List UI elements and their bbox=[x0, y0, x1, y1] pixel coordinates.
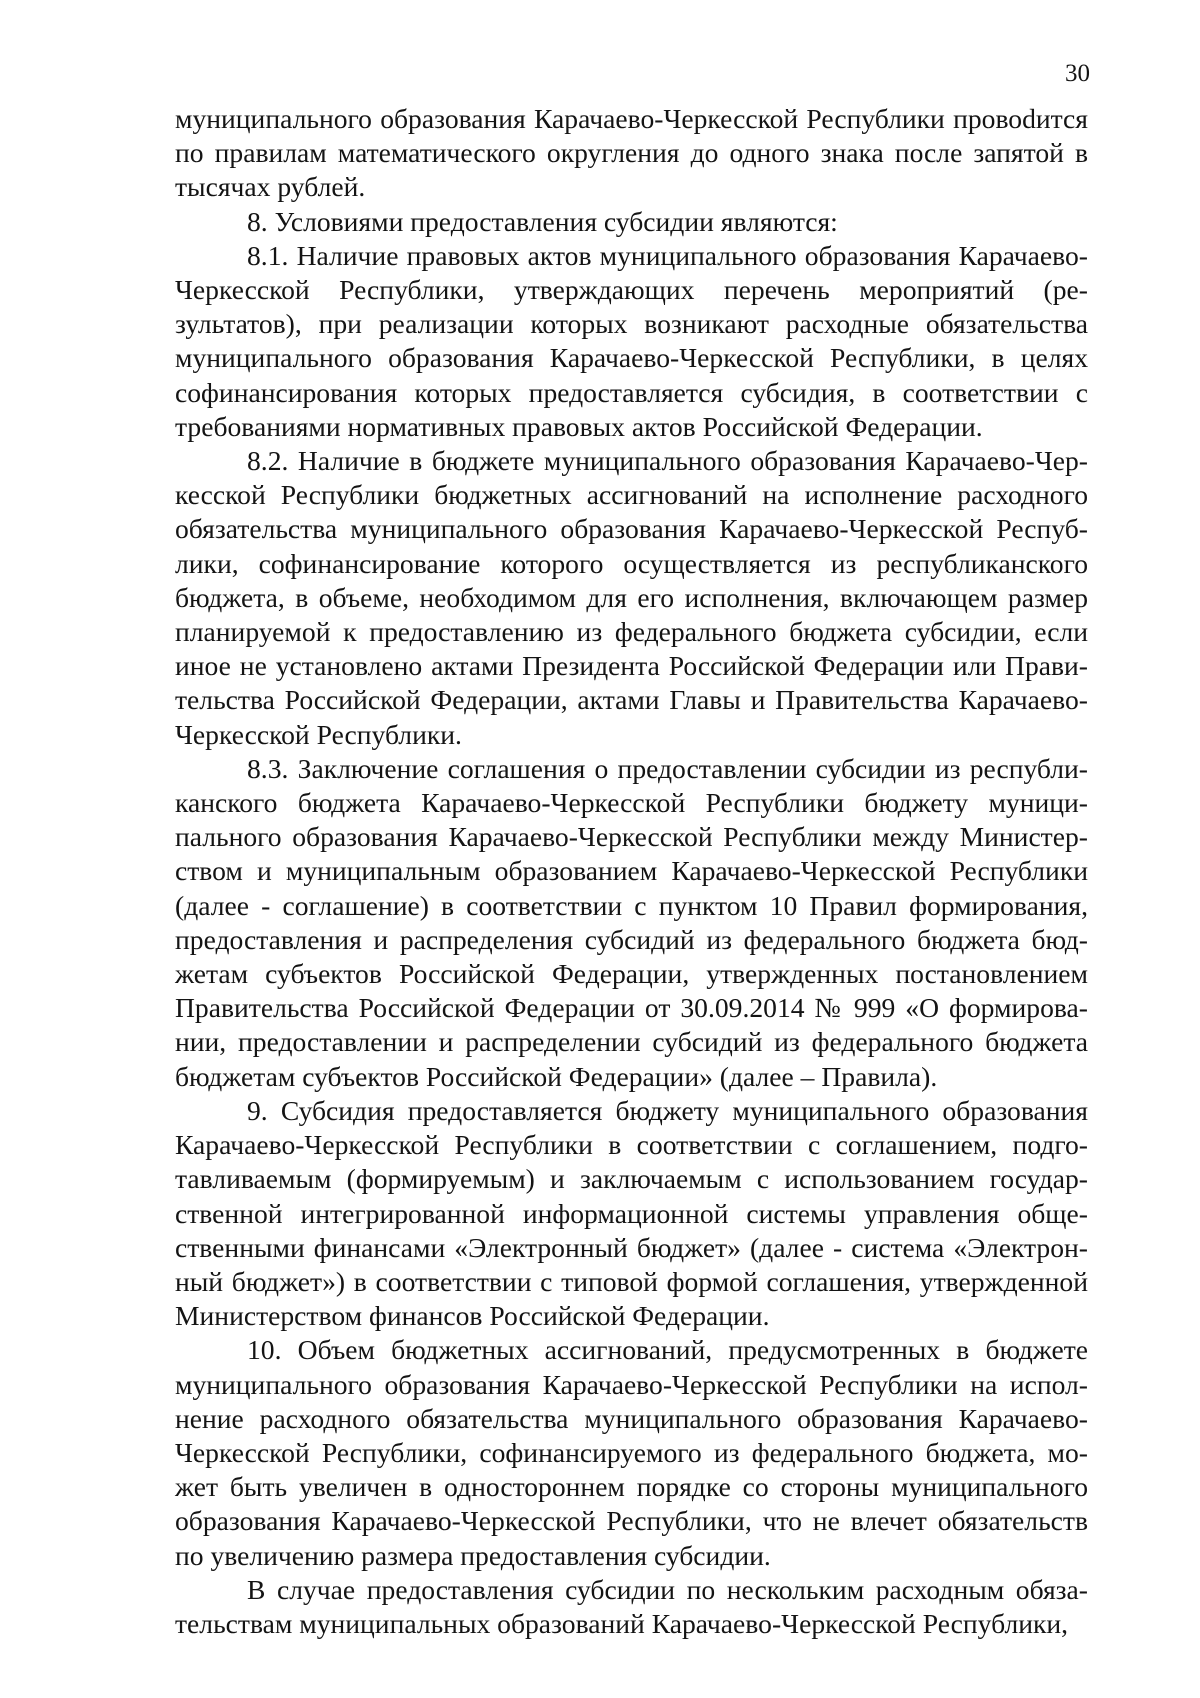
paragraph-8-1: 8.1. Наличие правовых актов муниципального образования Карачаево-Черкесской Республики, утверждающих перечень мероприятий (результатов), при реализации которых возникают расходные обязательства муниципального образования Карачаево-Черкесской Республики, в целях софинансирования которых предоставляется субсидия, в соответствии с требованиями нормативных правовых актов Российской Федерации. bbox=[175, 239, 1088, 442]
paragraph-8-2: 8.2. Наличие в бюджете муниципального образования Карачаево-Черкесской Республики бюджетных ассигнований на исполнение расходного обязательства муниципального образования Карачаево-Черкесской Республики, софинансирование которого осуществляется из республиканского бюджета, в объеме, необходимом для его исполнения, включающем размер планируемой к предоставлению из федерального бюджета субсидии, если иное не установлено актами Президента Российской Федерации или Правительства Российской Федерации, актами Главы и Правительства Карачаево-Черкесской Республики. bbox=[175, 445, 1088, 750]
paragraph-10: 10. Объем бюджетных ассигнований, предусмотренных в бюджете муниципального образования Карачаево-Черкесской Республики на исполнение расходного обязательства муниципального образования Карачаево-Черкесской Республики, софинансируемого из федерального бюджета, может быть увеличен в одностороннем порядке со стороны муниципального образования Карачаево-Черкесской Республики, что не влечет обязательств по увеличению размера предоставления субсидии. bbox=[175, 1334, 1088, 1571]
page-number: 30 bbox=[1065, 60, 1090, 87]
paragraph-8-3: 8.3. Заключение соглашения о предоставлении субсидии из республиканского бюджета Карачаево-Черкесской Республики бюджету муниципального образования Карачаево-Черкесской Республики между Министерством и муниципальным образованием Карачаево-Черкесской Республики (далее - соглашение) в соответствии с пунктом 10 Правил формирования, предоставления и распределения субсидий из федерального бюджета бюджетам субъектов Российской Федерации, утвержденных постановлением Правительства Российской Федерации от 30.09.2014 № 999 «О формировании, предоставлении и распределении субсидий из федерального бюджета бюджетам субъектов Российской Федерации» (далее – Правила). bbox=[175, 752, 1088, 1092]
paragraph-continuation: муниципального образования Карачаево-Черкесской Республики провоdится по правилам математического округления до одного знака после запятой в тысячах рублей. bbox=[175, 103, 1088, 203]
paragraph-10-continuation: В случае предоставления субсидии по нескольким расходным обязательствам муниципальных образований Карачаево-Черкесской Республики, bbox=[175, 1573, 1088, 1639]
paragraph-9: 9. Субсидия предоставляется бюджету муниципального образования Карачаево-Черкесской Республики в соответствии с соглашением, подготавливаемым (формируемым) и заключаемым с использованием государственной интегрированной информационной системы управления общественными финансами «Электронный бюджет» (далее - система «Электронный бюджет») в соответствии с типовой формой соглашения, утвержденной Министерством финансов Российской Федерации. bbox=[175, 1094, 1088, 1332]
document-body bbox=[175, 102, 1088, 1641]
paragraph-8: 8. Условиями предоставления субсидии являются: bbox=[247, 205, 838, 237]
